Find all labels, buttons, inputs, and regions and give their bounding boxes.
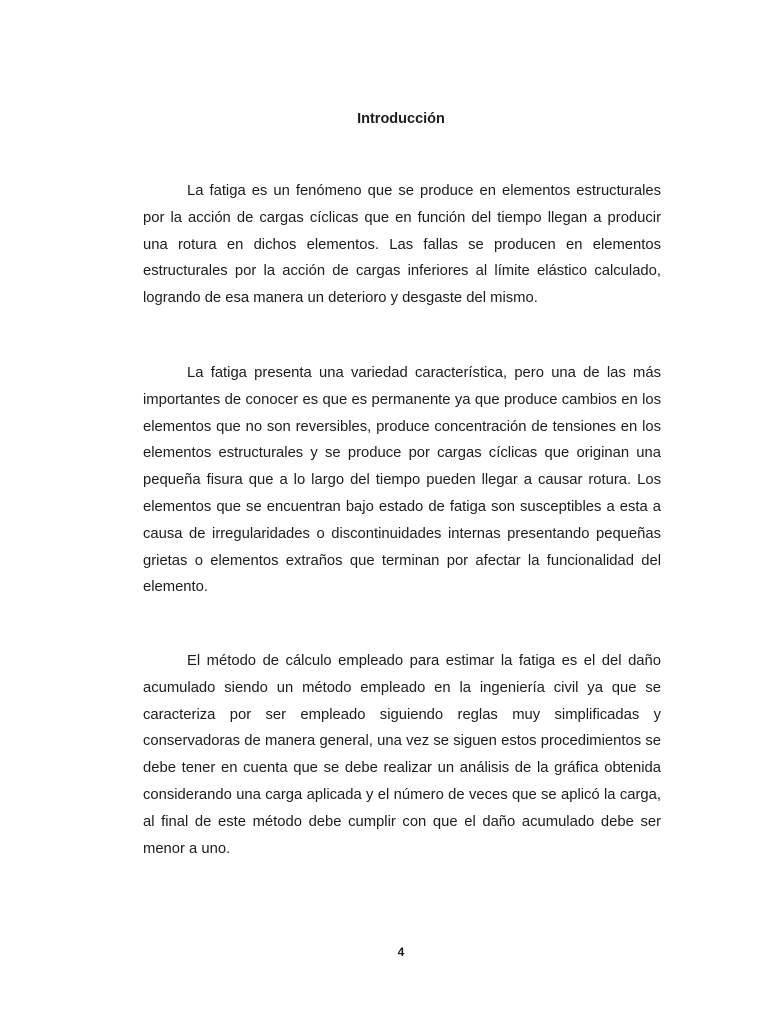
paragraph-2: La fatiga presenta una variedad característica, pero una de las más importantes de conocer es que es permanente ya que produce cambios en los elementos que no son reversibles, produce concentración de tensiones en los elementos estructurales y se produce por cargas cíclicas que originan una pequeña fisura que a lo largo del tiempo pueden llegar a causar rotura. Los elementos que se encuentran bajo estado de fatiga son susceptibles a esta a causa de irregularidades o discontinuidades internas presentando pequeñas grietas o elementos extraños que terminan por afectar la funcionalidad del elemento. [143, 365, 661, 596]
page-title: Introducción [357, 111, 445, 127]
paragraph-3: El método de cálculo empleado para estimar la fatiga es el del daño acumulado siendo un método empleado en la ingeniería civil ya que se caracteriza por ser empleado siguiendo reglas muy simplificadas y conservadoras de manera general, una vez se siguen estos procedimientos se debe tener en cuenta que se debe realizar un análisis de la gráfica obtenida considerando una carga aplicada y el número de veces que se aplicó la carga, al final de este método debe cumplir con que el daño acumulado debe ser menor a uno. [143, 653, 661, 857]
page-number: 4 [397, 945, 405, 959]
paragraph-1: La fatiga es un fenómeno que se produce en elementos estructurales por la acción de cargas cíclicas que en función del tiempo llegan a producir una rotura en dichos elementos. Las fallas se producen en elementos estructurales por la acción de cargas inferiores al límite elástico calculado, logrando de esa manera un deterioro y desgaste del mismo. [143, 183, 661, 307]
